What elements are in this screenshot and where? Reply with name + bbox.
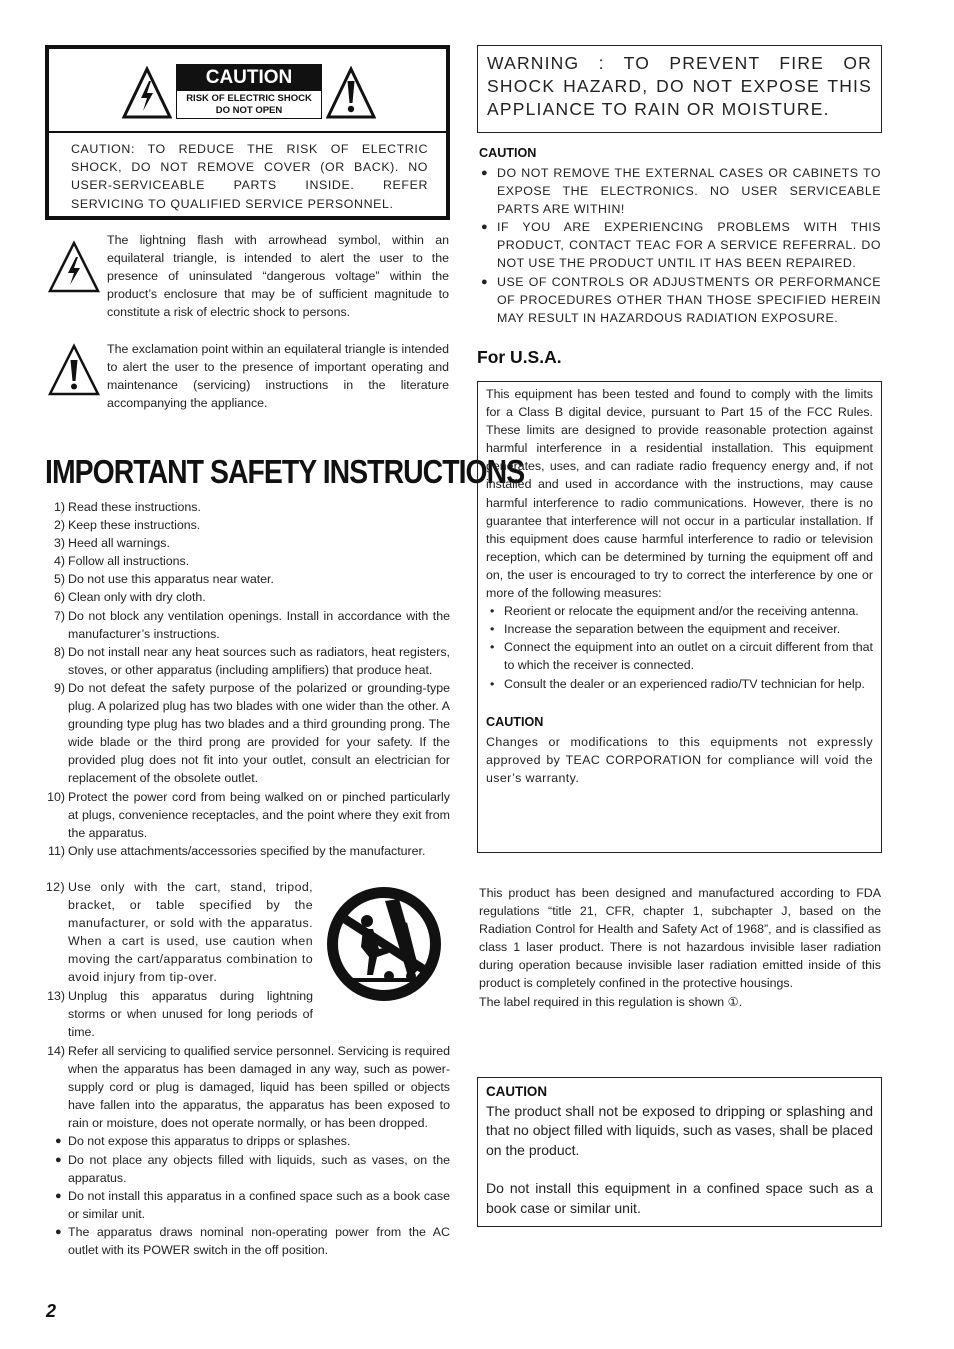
warning-box xyxy=(477,45,882,133)
list-item: 12) Use only with the cart, stand, tripod, bracket, or table specified by the manufacturer, or sold with the apparatus. When a cart is used, use caution when moving the cart/apparatus combination to avoid injury from tip-over. xyxy=(45,880,313,985)
caution-box xyxy=(45,45,450,220)
safety-list-cart xyxy=(45,878,313,1041)
fcc-caution-heading: CAUTION xyxy=(486,714,544,729)
caution-box-text: CAUTION: TO REDUCE THE RISK OF ELECTRIC SHOCK, DO NOT REMOVE COVER (OR BACK). NO USER-SERVICEABLE PARTS INSIDE. REFER SERVICING TO QUALIFIED SERVICE PERSONNEL. xyxy=(71,142,428,211)
lightning-symbol-description: The lightning flash with arrowhead symbol, within an equilateral triangle, is intended to alert the user to the presence of uninsulated “dangerous voltage” within the product’s enclosure that may be of sufficient magnitude to constitute a risk of electric shock to persons. xyxy=(107,233,449,320)
drip-caution-box xyxy=(477,1077,882,1227)
list-item: 6) Clean only with dry cloth. xyxy=(53,590,206,605)
list-item: 10) Protect the power cord from being walked on or pinched particularly at plugs, convenience receptacles, and the point where they exit from the apparatus. xyxy=(47,789,450,840)
exclamation-symbol-icon xyxy=(47,343,101,398)
list-item: 11) Only use attachments/accessories specified by the manufacturer. xyxy=(48,843,426,858)
bullet-icon: • xyxy=(490,604,495,619)
fcc-measures xyxy=(486,602,873,692)
warning-text: WARNING : TO PREVENT FIRE OR SHOCK HAZARD, DO NOT EXPOSE THIS APPLIANCE TO RAIN OR MOISTURE. xyxy=(487,53,872,119)
exclamation-symbol-description: The exclamation point within an equilateral triangle is intended to alert the user to the presence of important operating and maintenance (servicing) instructions in the literature accompanying the appliance. xyxy=(107,342,449,411)
bullet-icon: ● xyxy=(55,1225,62,1238)
lightning-symbol-icon xyxy=(47,240,101,295)
list-item: • Consult the dealer or an experienced radio/TV technician for help. xyxy=(486,675,873,693)
safety-list-top xyxy=(45,498,450,860)
bullet-icon: • xyxy=(490,622,495,637)
list-item: ● Do not install this apparatus in a confined space such as a book case or similar unit. xyxy=(55,1188,450,1221)
fda-notice xyxy=(479,884,881,1011)
bullet-icon: ● xyxy=(55,1135,62,1148)
page-number: 2 xyxy=(46,1301,57,1321)
caution-label xyxy=(176,64,322,119)
caution-label-title: CAUTION xyxy=(177,65,321,91)
list-item: 2) Keep these instructions. xyxy=(53,518,201,533)
list-item: 8) Do not install near any heat sources such as radiators, heat registers, stoves, or other apparatus (including amplifiers) that produce heat. xyxy=(53,644,450,677)
lightning-triangle-icon xyxy=(122,66,172,120)
caution-list xyxy=(479,164,881,327)
cart-warning-icon xyxy=(323,883,445,1005)
usa-heading: For U.S.A. xyxy=(477,347,562,367)
list-item: 9) Do not defeat the safety purpose of the polarized or grounding-type plug. A polarized plug has two blades with one wider than the other. A grounding type plug has two blades and a third grounding prong. The wide blade or the third prong are provided for your safety. If the provided plug does not fit into your outlet, consult an electrician for replacement of the obsolete outlet. xyxy=(53,680,450,786)
list-item: ● IF YOU ARE EXPERIENCING PROBLEMS WITH THIS PRODUCT, CONTACT TEAC FOR A SERVICE REFERRAL. DO NOT USE THE PRODUCT UNTIL IT HAS BEEN REPAIRED. xyxy=(481,220,881,271)
list-item: 1) Read these instructions. xyxy=(53,500,201,514)
safety-list-bottom xyxy=(45,1042,450,1259)
list-item: 5) Do not use this apparatus near water. xyxy=(53,572,274,587)
list-item: 3) Heed all warnings. xyxy=(53,536,170,551)
bullet-icon: ● xyxy=(55,1153,62,1166)
drip-caution-text-2: Do not install this equipment in a confined space such as a book case or similar unit. xyxy=(486,1180,873,1216)
bullet-icon: ● xyxy=(481,167,489,179)
list-item: ● USE OF CONTROLS OR ADJUSTMENTS OR PERFORMANCE OF PROCEDURES OTHER THAN THOSE SPECIFIED HEREIN MAY RESULT IN HAZARDOUS RADIATION EXPOSURE. xyxy=(481,274,881,325)
list-item: ● The apparatus draws nominal non-operating power from the AC outlet with its POWER switch in the off position. xyxy=(55,1224,450,1258)
page-title: IMPORTANT SAFETY INSTRUCTIONS xyxy=(45,453,525,490)
bullet-icon: ● xyxy=(55,1189,62,1202)
caution-label-line-1: RISK OF ELECTRIC SHOCK xyxy=(186,93,312,104)
caution-divider xyxy=(49,131,446,133)
list-item: 13) Unplug this apparatus during lightning storms or when unused for long periods of time. xyxy=(47,988,313,1039)
fcc-text: This equipment has been tested and found to comply with the limits for a Class B digital device, pursuant to Part 15 of the FCC Rules. These limits are designed to provide reasonable protection against harmful interference in a residential installation. This equipment generates, uses, and can radiate radio frequency energy and, if not installed and used in accordance with the instructions, may cause harmful interference to radio communications. However, there is no guarantee that interference will not occur in a particular installation. If this equipment does cause harmful interference to radio or television reception, which can be determined by turning the equipment off and on, the user is encouraged to try to correct the interference by one or more of the following measures: xyxy=(486,387,873,601)
caution-heading: CAUTION xyxy=(479,146,537,160)
list-item: ● DO NOT REMOVE THE EXTERNAL CASES OR CABINETS TO EXPOSE THE ELECTRONICS. NO USER SERVICEABLE PARTS ARE WITHIN! xyxy=(481,166,881,217)
bullet-icon: • xyxy=(490,640,495,655)
list-item: • Reorient or relocate the equipment and/or the receiving antenna. xyxy=(486,602,873,620)
bullet-icon: ● xyxy=(481,221,489,234)
fcc-caution-text: Changes or modifications to this equipments not expressly approved by TEAC CORPORATION for compliance will void the user’s warranty. xyxy=(486,734,873,785)
fda-text: This product has been designed and manufactured according to FDA regulations “title 21, CFR, chapter 1, subchapter J, based on the Radiation Control for Health and Safety Act of 1968”, and is classified as class 1 laser product. There is not hazardous invisible laser radiation during operation because invisible laser radiation emitted inside of this product is completely confined in the protective housings. xyxy=(479,886,881,991)
list-item: 4) Follow all instructions. xyxy=(53,554,190,569)
drip-caution-text: The product shall not be exposed to dripping or splashing and that no object filled with liquids, such as vases, shall be placed on the product. xyxy=(486,1102,873,1158)
caution-label-line-2: DO NOT OPEN xyxy=(215,104,283,116)
bullet-icon: • xyxy=(490,676,495,691)
bullet-icon: ● xyxy=(481,275,489,288)
list-item: ● Do not place any objects filled with liquids, such as vases, on the apparatus. xyxy=(55,1152,450,1185)
list-item: 14) Refer all servicing to qualified service personnel. Servicing is required when the apparatus has been damaged in any way, such as power-supply cord or plug is damaged, liquid has been spilled or objects have fallen into the apparatus, the apparatus has been exposed to rain or moisture, does not operate normally, or has been dropped. xyxy=(47,1044,450,1131)
drip-caution-heading: CAUTION xyxy=(486,1084,547,1099)
list-item: 7) Do not block any ventilation openings. Install in accordance with the manufacturer’s instructions. xyxy=(53,608,450,641)
fda-label-note: The label required in this regulation is shown ①. xyxy=(479,994,743,1009)
list-item: • Connect the equipment into an outlet on a circuit different from that to which the receiver is connected. xyxy=(490,640,873,673)
exclamation-triangle-icon xyxy=(326,66,376,120)
list-item: • Increase the separation between the equipment and receiver. xyxy=(486,620,873,638)
list-item: ● Do not expose this apparatus to dripps or splashes. xyxy=(45,1132,450,1150)
fcc-notice-box xyxy=(477,381,882,853)
